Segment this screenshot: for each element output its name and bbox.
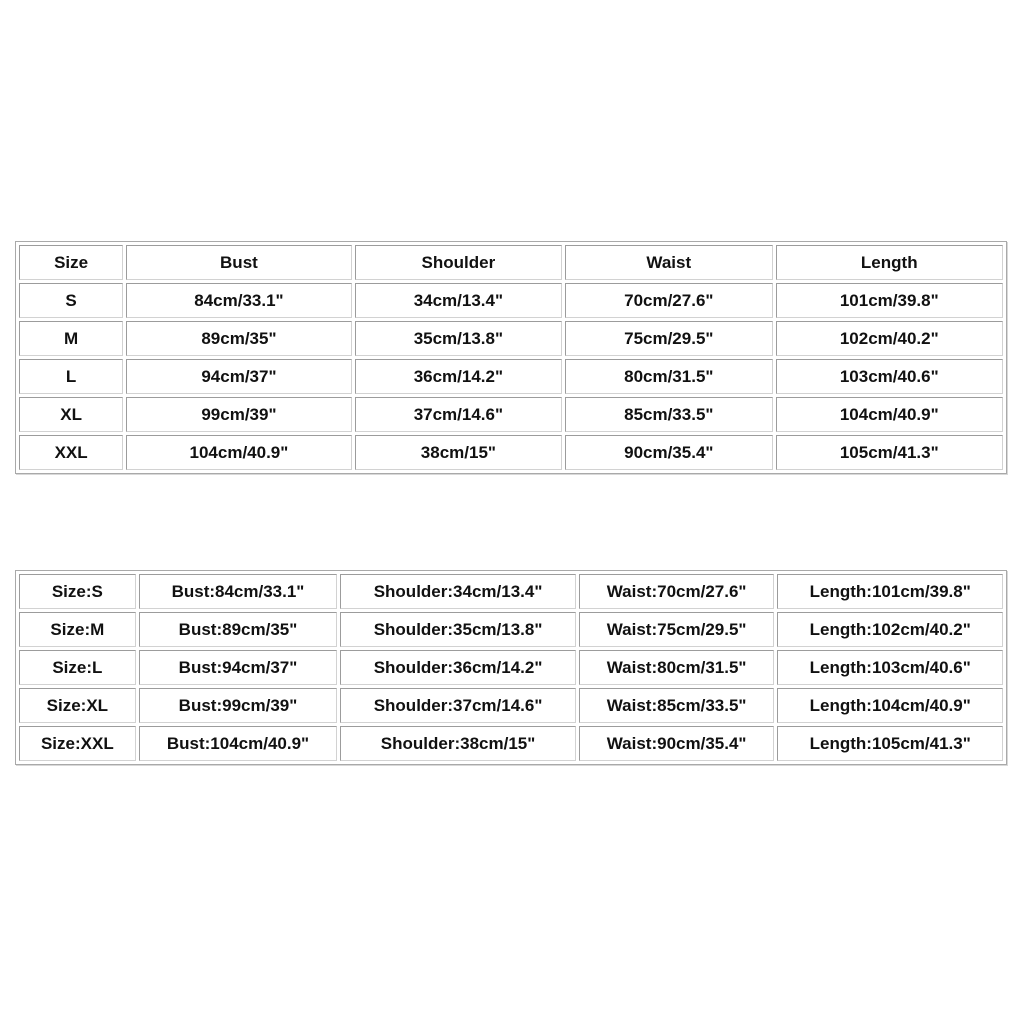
cell-waist: Waist:85cm/33.5" [579,688,775,723]
cell-length: 101cm/39.8" [776,283,1004,318]
cell-length: 104cm/40.9" [776,397,1004,432]
cell-length: Length:103cm/40.6" [777,650,1003,685]
cell-bust: 89cm/35" [126,321,351,356]
cell-bust: 94cm/37" [126,359,351,394]
table-row [19,688,1003,723]
cell-size: M [19,321,123,356]
cell-length: Length:105cm/41.3" [777,726,1003,761]
cell-waist: 85cm/33.5" [565,397,772,432]
cell-shoulder: Shoulder:34cm/13.4" [340,574,576,609]
header-size: Size [19,245,123,280]
cell-shoulder: 35cm/13.8" [355,321,562,356]
table-row [19,397,1003,432]
cell-waist: Waist:80cm/31.5" [579,650,775,685]
cell-shoulder: 34cm/13.4" [355,283,562,318]
cell-shoulder: Shoulder:38cm/15" [340,726,576,761]
cell-bust: 99cm/39" [126,397,351,432]
cell-size: Size:XL [19,688,136,723]
cell-shoulder: Shoulder:36cm/14.2" [340,650,576,685]
cell-waist: Waist:70cm/27.6" [579,574,775,609]
table-row [19,359,1003,394]
cell-waist: 75cm/29.5" [565,321,772,356]
cell-size: Size:S [19,574,136,609]
cell-waist: Waist:90cm/35.4" [579,726,775,761]
table-row [19,612,1003,647]
table-row [19,283,1003,318]
cell-shoulder: 36cm/14.2" [355,359,562,394]
table-row [19,321,1003,356]
cell-length: Length:104cm/40.9" [777,688,1003,723]
table-row [19,574,1003,609]
cell-size: XXL [19,435,123,470]
cell-length: 102cm/40.2" [776,321,1004,356]
cell-bust: 84cm/33.1" [126,283,351,318]
cell-bust: Bust:94cm/37" [139,650,338,685]
cell-shoulder: Shoulder:35cm/13.8" [340,612,576,647]
cell-waist: 80cm/31.5" [565,359,772,394]
table-row [19,435,1003,470]
cell-size: L [19,359,123,394]
cell-bust: Bust:84cm/33.1" [139,574,338,609]
header-shoulder: Shoulder [355,245,562,280]
cell-length: Length:102cm/40.2" [777,612,1003,647]
cell-length: 103cm/40.6" [776,359,1004,394]
cell-waist: 90cm/35.4" [565,435,772,470]
cell-bust: Bust:104cm/40.9" [139,726,338,761]
header-length: Length [776,245,1004,280]
cell-waist: Waist:75cm/29.5" [579,612,775,647]
cell-shoulder: Shoulder:37cm/14.6" [340,688,576,723]
size-chart-labeled-table [15,570,1007,765]
cell-shoulder: 38cm/15" [355,435,562,470]
cell-size: Size:M [19,612,136,647]
cell-length: 105cm/41.3" [776,435,1004,470]
cell-size: Size:L [19,650,136,685]
table-header-row [19,245,1003,280]
cell-size: S [19,283,123,318]
cell-bust: 104cm/40.9" [126,435,351,470]
table-row [19,726,1003,761]
header-bust: Bust [126,245,351,280]
cell-waist: 70cm/27.6" [565,283,772,318]
cell-bust: Bust:99cm/39" [139,688,338,723]
table-row [19,650,1003,685]
size-chart-table [15,241,1007,474]
cell-length: Length:101cm/39.8" [777,574,1003,609]
header-waist: Waist [565,245,772,280]
cell-size: Size:XXL [19,726,136,761]
cell-size: XL [19,397,123,432]
cell-shoulder: 37cm/14.6" [355,397,562,432]
cell-bust: Bust:89cm/35" [139,612,338,647]
